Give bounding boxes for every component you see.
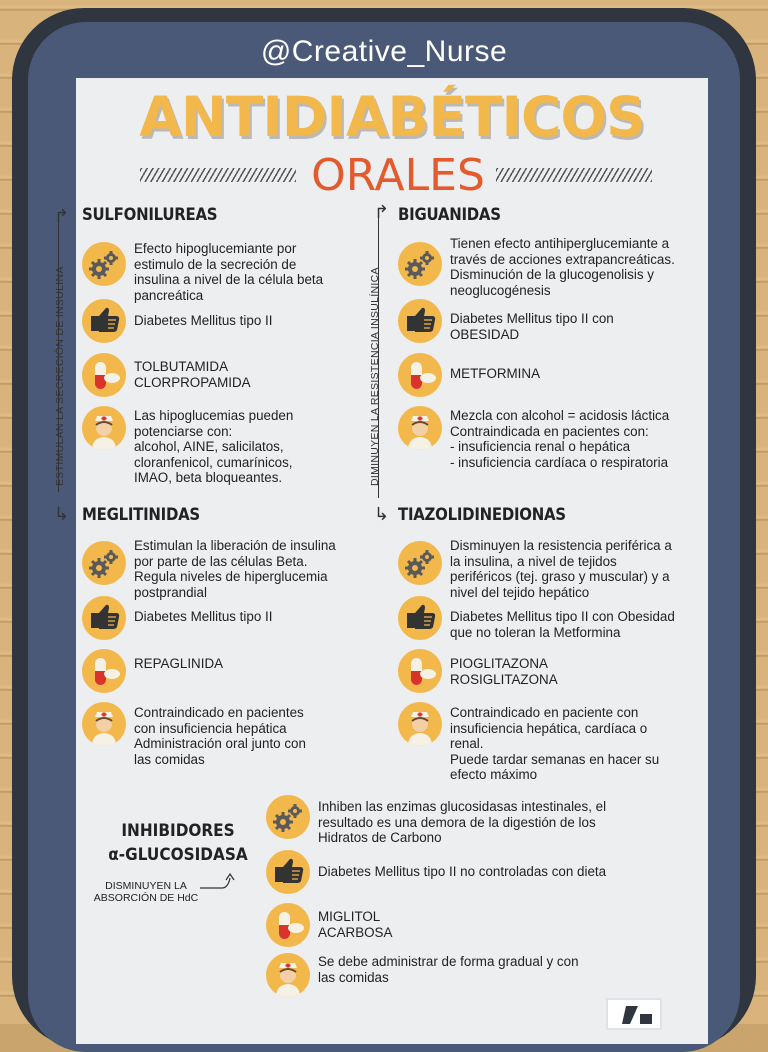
side-label-left: ESTIMULAN LA SECRECIÓN DE INSULINA <box>54 266 66 486</box>
gears-icon <box>266 795 310 839</box>
nurse-icon <box>266 953 310 997</box>
pill-icon <box>266 903 310 947</box>
tiazolidinedionas-indication: Diabetes Mellitus tipo II con Obesidad que no toleran la Metformina <box>450 609 675 640</box>
heading-tiazolidinedionas: TIAZOLIDINEDIONAS <box>398 505 566 525</box>
heading-sulfonilureas: SULFONILUREAS <box>82 205 218 225</box>
title-hatch-right <box>496 168 652 182</box>
inhibidores-mechanism: Inhiben las enzimas glucosidasas intestinales, el resultado es una demora de la digestión de los Hidratos de Carbono <box>318 799 607 845</box>
page-title: ANTIDIABÉTICOS <box>139 85 645 149</box>
nurse-icon <box>398 702 442 746</box>
curved-arrow-icon <box>198 870 238 892</box>
meglitinidas-indication: Diabetes Mellitus tipo II <box>134 609 273 624</box>
side-label-middle: DIMINUYEN LA RESISTENCIA INSULÍNICA <box>369 267 381 486</box>
meglitinidas-mechanism: Estimulan la liberación de insulina por parte de las células Beta. Regula niveles de hiperglucemia postprandial <box>134 538 336 600</box>
arrow-meglitinidas-icon: ↳ <box>54 504 70 524</box>
author-handle: @Creative_Nurse <box>260 35 508 68</box>
nurse-icon <box>82 702 126 746</box>
logo-badge <box>606 998 662 1030</box>
gears-icon <box>82 242 126 286</box>
heading-inhibidores-line2: α-GLUCOSIDASA <box>108 845 248 865</box>
inhibidores-drugs: MIGLITOL ACARBOSA <box>318 909 393 940</box>
heading-biguanidas: BIGUANIDAS <box>398 205 501 225</box>
arrow-tiazolidinedionas-icon: ↳ <box>374 504 390 524</box>
biguanidas-drugs: METFORMINA <box>450 366 541 381</box>
pill-icon <box>398 649 442 693</box>
thumbs-up-icon <box>398 299 442 343</box>
title-hatch-left <box>140 168 296 182</box>
heading-meglitinidas: MEGLITINIDAS <box>82 505 200 525</box>
thumbs-up-icon <box>398 596 442 640</box>
thumbs-up-icon <box>266 850 310 894</box>
thumbs-up-icon <box>82 299 126 343</box>
sulfonilureas-drugs: TOLBUTAMIDA CLORPROPAMIDA <box>134 359 251 390</box>
gears-icon <box>398 541 442 585</box>
pill-icon <box>82 353 126 397</box>
tiazolidinedionas-warning: Contraindicado en paciente con insuficiencia hepática, cardíaca o renal. Puede tardar semanas en hacer su efecto máximo <box>450 705 660 782</box>
gears-icon <box>82 541 126 585</box>
thumbs-up-icon <box>82 596 126 640</box>
biguanidas-indication: Diabetes Mellitus tipo II con OBESIDAD <box>450 311 614 342</box>
arrow-sulfonilureas-icon: ↱ <box>54 206 70 226</box>
sulfonilureas-mechanism: Efecto hipoglucemiante por estimulo de la secreción de insulina a nivel de la célula beta pancreática <box>134 241 324 303</box>
inhibidores-warning: Se debe administrar de forma gradual y con las comidas <box>318 954 579 985</box>
pill-icon <box>82 649 126 693</box>
gears-icon <box>398 242 442 286</box>
inhibidores-note: DISMINUYEN LA ABSORCIÓN DE HdC <box>93 880 199 904</box>
pill-icon <box>398 353 442 397</box>
meglitinidas-drugs: REPAGLINIDA <box>134 656 224 671</box>
sulfonilureas-warning: Las hipoglucemias pueden potenciarse con: alcohol, AINE, salicilatos, cloranfenicol, cumarínicos, IMAO, beta bloqueantes. <box>134 408 294 485</box>
meglitinidas-warning: Contraindicado en pacientes con insuficiencia hepática Administración oral junto con las comidas <box>134 705 306 767</box>
nurse-icon <box>398 406 442 450</box>
biguanidas-warning: Mezcla con alcohol = acidosis láctica Contraindicada en pacientes con: - insuficiencia renal o hepática - insuficiencia cardíaca o respiratoria <box>450 408 670 470</box>
sulfonilureas-indication: Diabetes Mellitus tipo II <box>134 313 273 328</box>
nurse-icon <box>82 406 126 450</box>
heading-inhibidores-line1: INHIBIDORES <box>121 821 235 841</box>
biguanidas-mechanism: Tienen efecto antihiperglucemiante a través de acciones extrapancreáticas. Disminución de la glucogenolisis y neoglucogénesis <box>450 236 675 298</box>
tiazolidinedionas-drugs: PIOGLITAZONA ROSIGLITAZONA <box>450 656 558 687</box>
tiazolidinedionas-mechanism: Disminuyen la resistencia periférica a la insulina, a nivel de tejidos periféricos (tej. graso y muscular) y a nivel del tejido hepático <box>450 538 672 600</box>
page-subtitle: ORALES <box>311 150 485 201</box>
inhibidores-indication: Diabetes Mellitus tipo II no controladas con dieta <box>318 864 607 879</box>
arrow-biguanidas-icon: ↱ <box>374 202 390 222</box>
